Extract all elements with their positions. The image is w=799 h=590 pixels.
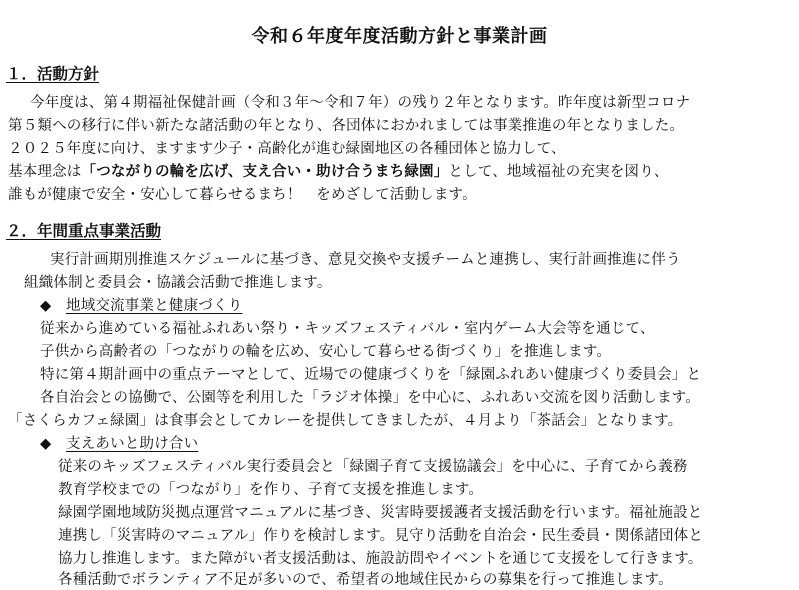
subsection-2-line-3: 緑園学園地域防災拠点運営マニュアルに基づき、災害時要援護者支援活動を行います。福祉施設と (58, 505, 703, 521)
subsection-1-line-1: 従来から進めている福祉ふれあい祭り・キッズフェスティバル・室内ゲーム大会等を通じて、 (40, 321, 655, 337)
subsection-2-line-5: 協力し推進します。また障がい者支援活動は、施設訪問やイベントを通じて支援をして行きます。 (58, 551, 703, 567)
subsection-2-heading: 支えあいと助け合い (66, 436, 199, 452)
section-2-intro-line-2: 組織体制と委員会・協議会活動で推進します。 (24, 275, 332, 291)
subsection-1-line-5: 「さくらカフェ緑園」は食事会としてカレーを提供してきましたが、４月より「茶話会」となります。 (8, 413, 683, 429)
subsection-2-line-1: 従来のキッズフェスティバル実行委員会と「緑園子育て支援協議会」を中心に、子育てから義務 (58, 459, 688, 475)
section-1-line-2: 第５類への移行に伴い新たな諸活動の年となり、各団体におかれましては事業推進の年となりました。 (8, 118, 685, 134)
section-1-line-4: 誰もが健康で安全・安心して暮らせるまち！ をめざして活動します。 (8, 187, 477, 203)
principle-prefix: 基本理念は (8, 164, 82, 180)
subsection-1-heading-row (40, 296, 795, 316)
section-1-heading: １．活動方針 (6, 65, 100, 83)
section-2-heading: ２．年間重点事業活動 (6, 222, 162, 240)
subsection-1-line-3: 特に第４期計画中の重点テーマとして、近場での健康づくりを「緑園ふれあい健康づくり委員会」と (40, 367, 702, 383)
subsection-1-line-2: 子供から高齢者の「つながりの輪を広め、安心して暮らせる街づくり」を推進します。 (40, 344, 612, 360)
section-2-intro-line-1: 実行計画期別推進スケジュールに基づき、意見交換や支援チームと連携し、実行計画推進に伴う (50, 252, 681, 268)
subsection-2-heading-row (40, 434, 795, 454)
document-title: 令和６年度年度活動方針と事業計画 (251, 26, 548, 47)
subsection-2-line-2: 教育学校までの「つながり」を作り、子育て支援を推進します。 (58, 482, 484, 498)
subsection-1-line-4: 各自治会との協働で、公園等を利用した「ラジオ体操」を中心に、ふれあい交流を図り活動します。 (40, 390, 701, 406)
section-1-principle-line (8, 162, 795, 182)
section-1-line-3: ２０２５年度に向け、ますます少子・高齢化が進む緑園地区の各種団体と協力して、 (8, 141, 566, 157)
diamond-bullet-icon: ◆ (40, 298, 52, 314)
subsection-2-line-4: 連携し「災害時のマニュアル」作りを検討します。見守り活動を自治会・民生委員・関係諸団体と (58, 528, 704, 544)
principle-suffix: として、地域福祉の充実を図り、 (448, 164, 669, 180)
diamond-bullet-icon: ◆ (40, 436, 52, 452)
subsection-2-line-6: 各種活動でボランティア不足が多いので、希望者の地域住民からの募集を行って推進します。 (58, 572, 673, 588)
subsection-1-heading: 地域交流事業と健康づくり (66, 298, 243, 314)
section-1-line-1: 今年度は、第４期福祉保健計画（令和３年～令和７年）の残り２年となります。昨年度は新型コロナ (30, 95, 691, 111)
principle-statement: 「つながりの輪を広げ、支え合い・助け合うまち緑園」 (81, 164, 449, 180)
